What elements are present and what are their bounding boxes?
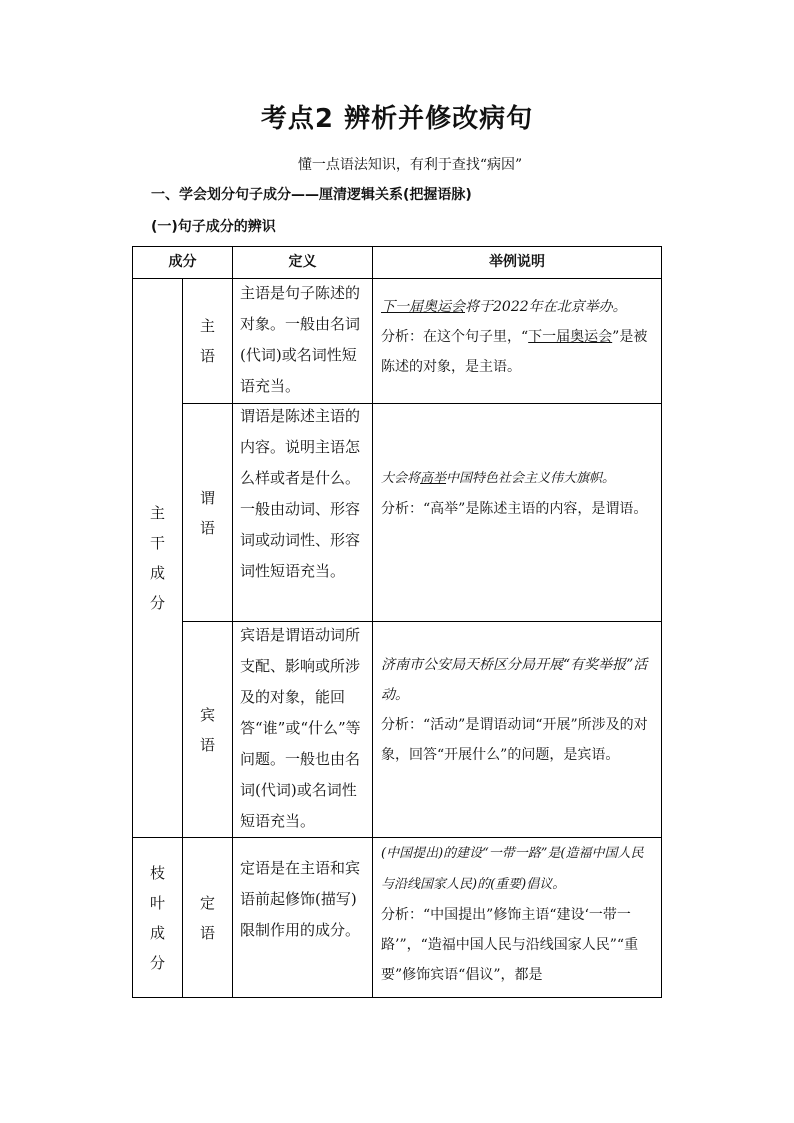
attribute-label: 定语 — [199, 893, 215, 942]
row-object-name — [183, 622, 232, 837]
header-example: 举例说明 — [489, 254, 545, 270]
predicate-analysis: 分析：“高举”是陈述主语的内容，是谓语。 — [381, 501, 648, 517]
group-main-label: 主干成分 — [149, 504, 165, 612]
attribute-example — [373, 838, 661, 997]
subject-example-rest: 将于2022年在北京举办。 — [465, 299, 627, 315]
row-attribute-name — [183, 838, 232, 997]
predicate-example-sentence — [381, 471, 615, 486]
predicate-example-pre: 大会将 — [381, 471, 421, 486]
attribute-definition: 定语是在主语和宾语前起修饰(描写)限制作用的成分。 — [240, 859, 361, 939]
section-heading-2: (一)句子成分的辨识 — [151, 219, 276, 235]
subject-mark: 下一届奥运会 — [381, 299, 465, 315]
predicate-example-post: 中国特色社会主义伟大旗帜。 — [446, 471, 616, 486]
row-subject-name — [183, 279, 232, 403]
table-border-top — [132, 246, 662, 247]
subject-example-sentence — [381, 299, 627, 315]
subject-analysis-1: 分析：在这个句子里，“ — [381, 329, 529, 345]
predicate-example — [373, 463, 661, 524]
subject-example — [373, 292, 661, 382]
header-definition: 定义 — [288, 254, 317, 270]
group-branch — [133, 838, 182, 997]
predicate-definition: 谓语是陈述主语的内容。说明主语怎么样或者是什么。一般由动词、形容词或动词性、形容词性短语充当。 — [240, 407, 361, 580]
predicate-mark: 高举 — [420, 471, 447, 486]
table-border-right — [661, 246, 662, 998]
object-definition: 宾语是谓语动词所支配、影响或所涉及的对象，能回答“谁”或“什么”等问题。一般也由名词(代词)或名词性短语充当。 — [240, 626, 361, 830]
subject-label: 主语 — [199, 317, 215, 365]
table-border-bottom — [132, 997, 662, 998]
attribute-analysis: 分析：“中国提出”修饰主语“建设‘一带一路’”，“造福中国人民与沿线国家人民”“重要”修饰宾语“倡议”，都是 — [381, 907, 639, 983]
subject-analysis-2: ”是被陈述的对象，是主语。 — [381, 329, 648, 375]
row-predicate-name — [183, 404, 232, 621]
header-component: 成分 — [168, 254, 197, 270]
subject-definition: 主语是句子陈述的对象。一般由名词(代词)或名词性短语充当。 — [240, 284, 361, 395]
page-title: 考点2 辨析并修改病句 — [260, 104, 534, 134]
group-main — [133, 279, 182, 837]
object-example — [373, 650, 661, 770]
attribute-example-sentence: (中国提出)的建设“一带一路”是(造福中国人民与沿线国家人民)的(重要)倡议。 — [381, 846, 644, 892]
predicate-label: 谓语 — [199, 488, 215, 537]
subtitle: 懂一点语法知识，有利于查找“病因” — [297, 157, 523, 173]
object-example-sentence: 济南市公安局天桥区分局开展“有奖举报”活动。 — [381, 657, 648, 703]
section-heading-1: 一、学会划分句子成分——厘清逻辑关系(把握语脉) — [151, 187, 472, 203]
object-label: 宾语 — [199, 705, 215, 754]
group-branch-label: 枝叶成分 — [149, 863, 165, 972]
object-analysis: 分析：“活动”是谓语动词“开展”所涉及的对象，回答“开展什么”的问题，是宾语。 — [381, 717, 648, 763]
subject-analysis-mark: 下一届奥运会 — [528, 329, 613, 345]
